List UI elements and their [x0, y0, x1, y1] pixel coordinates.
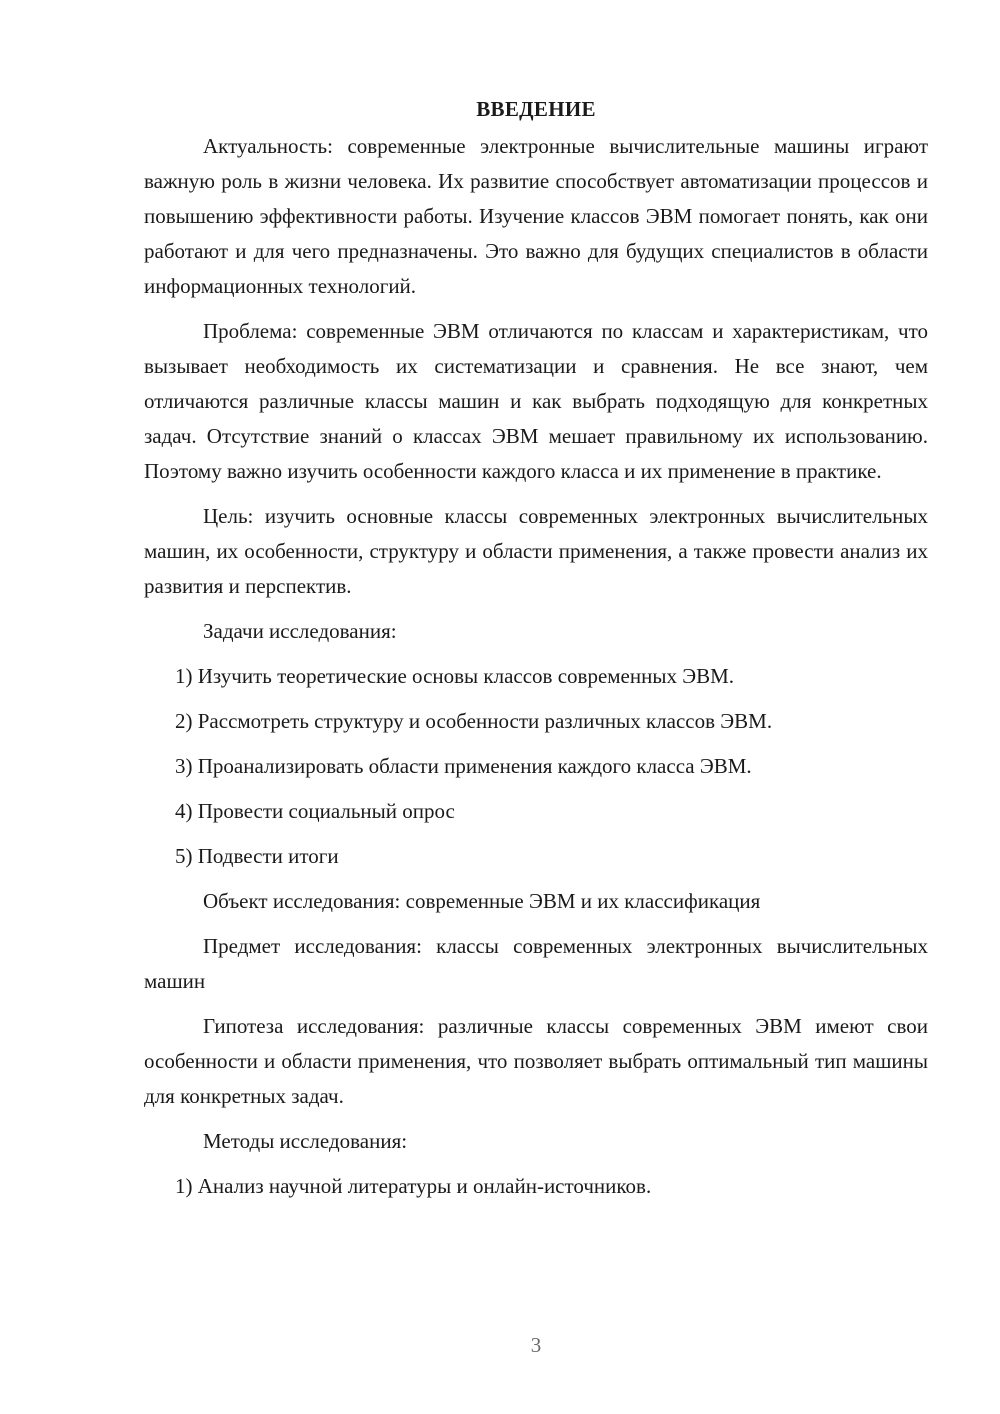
- object-paragraph: Объект исследования: современные ЭВМ и их классификация: [203, 889, 761, 913]
- method-item: 1) Анализ научной литературы и онлайн-источников.: [175, 1174, 652, 1198]
- task-item: 1) Изучить теоретические основы классов современных ЭВМ.: [175, 664, 735, 688]
- task-item: 5) Подвести итоги: [175, 844, 339, 868]
- task-item: 3) Проанализировать области применения каждого класса ЭВМ.: [175, 754, 752, 778]
- subject-paragraph: Предмет исследования: классы современных электронных вычислительных машин: [144, 934, 928, 993]
- section-title: ВВЕДЕНИЕ: [476, 97, 596, 121]
- page-number: 3: [530, 1333, 542, 1357]
- tasks-heading: Задачи исследования:: [203, 619, 397, 643]
- task-item: 4) Провести социальный опрос: [175, 799, 455, 823]
- task-item: 2) Рассмотреть структуру и особенности различных классов ЭВМ.: [175, 709, 773, 733]
- hypothesis-paragraph: Гипотеза исследования: различные классы современных ЭВМ имеют свои особенности и области применения, что позволяет выбрать оптимальный тип машины для конкретных задач.: [144, 1014, 928, 1108]
- goal-paragraph: Цель: изучить основные классы современных электронных вычислительных машин, их особенности, структуру и области применения, а также провести анализ их развития и перспектив.: [144, 504, 928, 598]
- problem-paragraph: Проблема: современные ЭВМ отличаются по классам и характеристикам, что вызывает необходимость их систематизации и сравнения. Не все знают, чем отличаются различные классы машин и как выбрать подходящую для конкретных задач. Отсутствие знаний о классах ЭВМ мешает правильному их использованию. Поэтому важно изучить особенности каждого класса и их применение в практике.: [144, 319, 928, 483]
- document-page: [144, 92, 928, 1214]
- methods-heading: Методы исследования:: [203, 1129, 408, 1153]
- relevance-paragraph: Актуальность: современные электронные вычислительные машины играют важную роль в жизни человека. Их развитие способствует автоматизации процессов и повышению эффективности работы. Изучение классов ЭВМ помогает понять, как они работают и для чего предназначены. Это важно для будущих специалистов в области информационных технологий.: [144, 134, 928, 298]
